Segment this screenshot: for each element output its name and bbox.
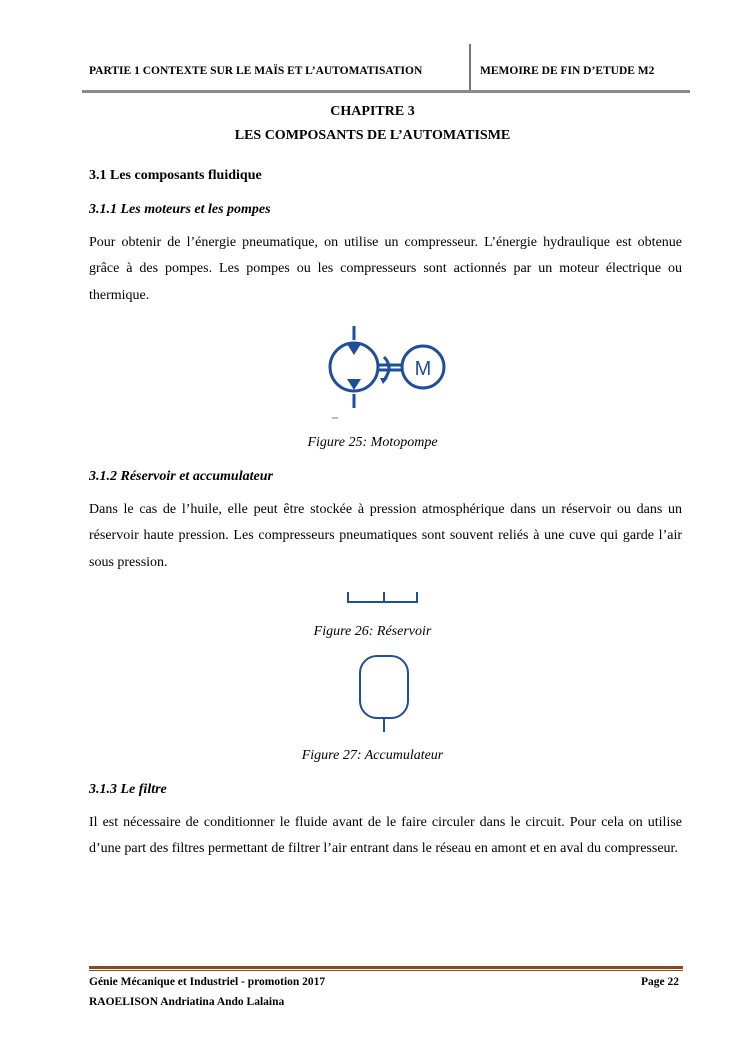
chapter-title: LES COMPOSANTS DE L’AUTOMATISME bbox=[234, 128, 511, 143]
header-right-title: MEMOIRE DE FIN D’ETUDE M2 bbox=[480, 65, 655, 77]
section-heading-3-1-2: 3.1.2 Réservoir et accumulateur bbox=[89, 469, 273, 484]
header-rule bbox=[82, 90, 690, 93]
footer-page-number: Page 22 bbox=[641, 976, 680, 988]
header-divider bbox=[469, 44, 471, 90]
reservoir-symbol bbox=[346, 591, 420, 605]
footer-rule-thick bbox=[89, 966, 683, 969]
paragraph-reservoir: Dans le cas de l’huile, elle peut être stockée à pression atmosphérique dans un réservoir ou dans un réservoir haute pression. Les compresseurs pneumatiques sont souvent reliés à une cuve qui garde l’air sous pression. bbox=[89, 502, 682, 570]
paragraph-filter: Il est nécessaire de conditionner le fluide avant de le faire circuler dans le circuit. Pour cela on utilise d’une part des filtres permettant de filtrer l’air entrant dans le réseau en amont et en aval du compresseur. bbox=[89, 815, 682, 857]
figure-26-caption: Figure 26: Réservoir bbox=[313, 624, 432, 639]
footer-program: Génie Mécanique et Industriel - promotion 2017 bbox=[89, 976, 326, 988]
section-heading-3-1-1: 3.1.1 Les moteurs et les pompes bbox=[89, 202, 271, 217]
motor-label: M bbox=[414, 358, 432, 380]
figure-27-caption: Figure 27: Accumulateur bbox=[301, 748, 444, 763]
footer-rule-thin bbox=[89, 970, 683, 971]
accumulateur-symbol bbox=[358, 654, 410, 734]
paragraph-motors-pumps: Pour obtenir de l’énergie pneumatique, on utilise un compresseur. L’énergie hydraulique est obtenue grâce à des pompes. Les pompes ou les compresseurs sont actionnés par un moteur électrique ou thermique. bbox=[89, 235, 682, 303]
figure-25-caption: Figure 25: Motopompe bbox=[307, 435, 438, 450]
section-heading-3-1: 3.1 Les composants fluidique bbox=[89, 168, 262, 183]
motopompe-symbol bbox=[322, 322, 452, 422]
header-left-title: PARTIE 1 CONTEXTE SUR LE MAÏS ET L’AUTOMATISATION bbox=[89, 65, 423, 77]
chapter-number: CHAPITRE 3 bbox=[330, 104, 415, 119]
section-heading-3-1-3: 3.1.3 Le filtre bbox=[89, 782, 167, 797]
footer-author: RAOELISON Andriatina Ando Lalaina bbox=[89, 996, 285, 1008]
